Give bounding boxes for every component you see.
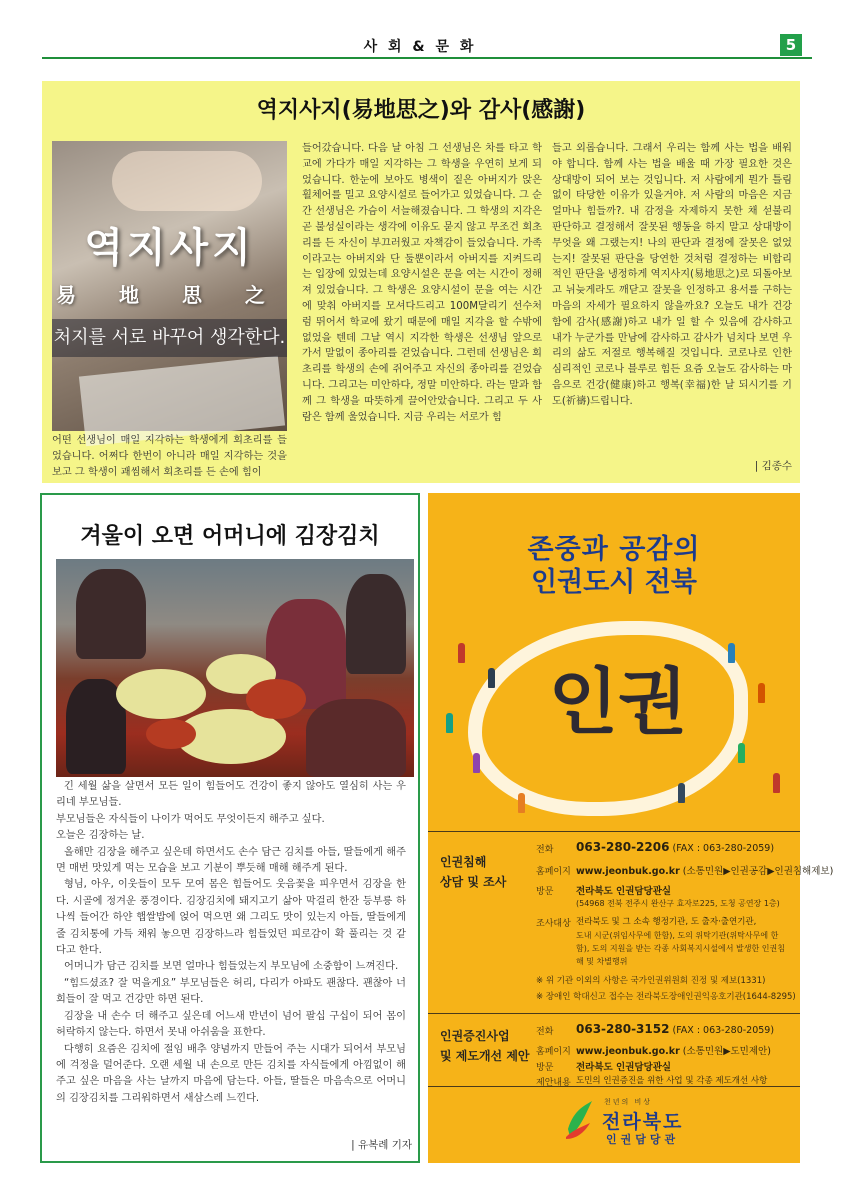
article-column-1: 어떤 선생님이 매일 지각하는 학생에게 회초리를 들었습니다. 어쩌다 한번이 아니라 매일 지각하는 것을 보고 그 학생이 괘씸해서 회초리를 든 손에 힘이 — [52, 435, 287, 478]
paragraph: 오늘은 김장하는 날. — [56, 830, 145, 842]
ad-key: 방문 — [536, 887, 554, 897]
image-caption-band: 처지를 서로 바꾸어 생각한다. — [52, 319, 287, 357]
ad-value — [576, 1059, 671, 1073]
cabbage-shape — [116, 669, 206, 719]
person-figure-icon — [678, 783, 685, 803]
ad-key: 홈페이지 — [536, 1047, 571, 1057]
ad-note: ※ 장애인 학대신고 접수는 전라북도장애인권익옹호기관(1644-8295) — [536, 992, 796, 1002]
seasoning-shape — [146, 719, 196, 749]
jeonbuk-emblem-icon — [564, 1099, 594, 1141]
ad-website: www.jeonbuk.go.kr — [576, 1046, 680, 1057]
page-number: 5 — [780, 34, 802, 56]
ad-key: 전화 — [536, 1027, 554, 1037]
paragraph: 다행히 요즘은 김치에 절임 배추 양념까지 만들어 주는 시대가 되어서 부모님에 걱정을 덜어준다. 오랜 세월 내 손으로 만든 김치를 자식들에게 아낌없이 해주고 싶은 마음을 사는 날까지 마음에 담는다. 아들, 딸들은 마음속으로 어머니의 김장김치를 그리워하면서 새삼스레 느낀다. — [56, 1043, 406, 1104]
article-title: 겨울이 오면 어머니에 김장김치 — [80, 524, 380, 549]
jeonbuk-logo — [548, 1091, 708, 1151]
person-figure-icon — [773, 773, 780, 793]
person-figure-icon — [458, 643, 465, 663]
logo-department: 인권담당관 — [606, 1133, 680, 1146]
person-figure-icon — [518, 793, 525, 813]
ad-address: (54968 전북 전주시 완산구 효자로225, 도청 공연장 1층) — [576, 899, 780, 908]
ad-phone: 063-280-3152 — [576, 1022, 670, 1036]
paragraph: 어머니가 담근 김치를 보면 얼마나 힘들었는지 부모님에 소중함이 느껴진다. — [64, 961, 399, 973]
ad-value — [576, 863, 833, 877]
paragraph: 긴 세월 삶을 살면서 모든 일이 힘들어도 건강이 좋지 않아도 열심히 사는 우리네 부모님들. — [56, 781, 406, 809]
kimchi-photo — [56, 559, 414, 777]
article-column-3: 들고 외롭습니다. 그래서 우리는 함께 사는 법을 배워야 합니다. 함께 사는 법을 배울 때 가장 필요한 것은 상대방이 되어 보는 것입니다. 저 사람에게 뭔가 틀림없이 타당한 이유가 있을거야. 저 사람의 마음은 지금 얼마나 힘들까?. 내 감정을 자제하지 못한 채 섣불리 판단하고 결정해서 잘못된 행동을 하지 말고 상대방이 무엇을 왜 그랬는지! 나의 판단과 결정에 잘못은 없었는지! 잘못된 판단을 당연한 것처럼 결정하는 비합리적인 판단을 냉정하게 역지사지(易地思之)로 되돌아보고 뉘늦게라도 깨닫고 잘못을 인정하고 용서를 구하는 마음의 자세가 필요하지 않을까요? 오늘도 내가 건강함에 감사(感謝)하고 내가 일 할 수 있음에 감사하고 내가 누군가를 만남에 감사하고 감사가 넘치다 보면 우리의 삶도 저절로 행복해질 것입니다. 코로나로 인한 심리적인 코로나 블루로 힘든 요즘 오늘도 감사하는 마음으로 건강(健康)하고 행복(幸福)한 날 되시기를 기도(祈禱)드립니다. — [552, 143, 792, 407]
ad-office: 전라북도 인권담당관실 — [576, 886, 672, 897]
ad-website: www.jeonbuk.go.kr — [576, 866, 680, 877]
ad-section-report — [428, 831, 834, 1009]
ad-extra: 도내 시군(위임사무에 한함), 도의 위탁기관(위탁사무에 한함), 도의 지원을 받는 각종 사회복지시설에서 발생한 인권침해 및 차별행위 — [576, 931, 785, 966]
ad-key: 방문 — [536, 1063, 554, 1073]
ad-key: 제안내용 — [536, 1078, 571, 1088]
ad-value — [576, 883, 671, 897]
person-figure-icon — [738, 743, 745, 763]
seasoning-shape — [246, 679, 306, 719]
ad-office: 전라북도 인권담당관실 — [576, 1062, 672, 1073]
person-shape — [306, 699, 406, 777]
ad-value — [576, 1022, 774, 1036]
ad-note: ※ 위 기관 이외의 사항은 국가인권위원회 진정 및 제보(1331) — [536, 976, 766, 986]
ad-value: 도민의 인권증진을 위한 사업 및 각종 제도개선 사항 — [576, 1076, 768, 1086]
ad-extra: (소통민원▶인권공감▶인권침해제보) — [682, 866, 834, 877]
paragraph: 부모님들은 자식들이 나이가 먹어도 무엇이든지 해주고 싶다. — [56, 813, 325, 825]
paragraph: 형님, 아우, 이웃들이 모두 모여 몸은 힘들어도 웃음꽃을 피우면서 김장을 한다. 시골에 정겨운 풍경이다. 김장김치에 돼지고기 삶아 막걸리 한잔 등부릉 하나씩 들어간 하얀 햅쌀밥에 얹어 먹으면 왜 그리도 맛이 있는지 아들, 딸들에게 줄 김치통에 가득 채워 놓으면 김장하느라 힘들었던 피로감이 확 풀리는 것 같다고 한다. — [56, 879, 406, 957]
person-shape — [346, 574, 406, 674]
article-column-2: 들어갔습니다. 다음 날 아침 그 선생님은 차를 타고 학교에 가다가 매일 지각하는 그 학생을 우연히 보게 되었습니다. 한눈에 보아도 병색이 짙은 아버지가 앉은 휠체어를 밀고 요양시설로 들어가고 있었습니다. 그 순간 선생님은 가슴이 서늘해졌습니다. 그 학생의 지각은 곧 불성실이라는 생각에 이유도 묻지 않고 무조건 회초리를 든 자신이 부끄러웠고 자책감이 들었습니다. 가족이라고는 아버지와 단 둘뿐이라서 아버지를 지켜드리는 입장에 있었는데 요양시설은 문을 여는 시간이 정해져 있었습니다. 그 학생은 요양시설이 문을 여는 시간에 맞춰 아버지를 모셔다드리고 100M달리기 선수처럼 뛰어서 학교에 왔기 때문에 매일 지각을 할 수밖에 없었을 텐데 그날 역시 지각한 학생은 선생님 앞으로 가서 말없이 종아리를 걷었습니다. 그런데 선생님은 회초리를 학생의 손에 쥐어주고 자신의 종아리를 걷었습니다. 그리고는 미안하다, 정말 미안하다. 라는 말과 함께 그 학생을 따뜻하게 끌어안았습니다. 그리고 두 사람은 함께 울었습니다. 지금 우리는 서로가 힘 — [302, 143, 542, 423]
human-rights-ad — [428, 493, 834, 1163]
image-hanja-text: 易 地 思 之 — [56, 283, 283, 307]
header-rule — [42, 57, 812, 59]
article-body — [56, 779, 406, 1107]
person-figure-icon — [728, 643, 735, 663]
article-byline: | 김종수 — [754, 460, 792, 472]
section-title: 사 회 & 문 화 — [363, 39, 477, 55]
article-image — [52, 141, 287, 431]
ad-category: 인권증진사업 및 제도개선 제안 — [440, 1029, 530, 1063]
ad-big-text: 인권 — [548, 660, 688, 744]
article-title: 역지사지(易地思之)와 감사(感謝) — [256, 98, 586, 123]
ad-extra: (소통민원▶도민제안) — [682, 1046, 771, 1057]
ad-extra: (FAX : 063-280-2059) — [672, 1025, 775, 1036]
paragraph: 올해만 김장을 해주고 싶은데 하면서도 손수 담근 김치를 아들, 딸들에게 해주면 매번 맛있게 먹는 모습을 보고 기분이 뿌듯해 매해 해주게 된다. — [56, 846, 406, 875]
person-shape — [76, 569, 146, 659]
paragraph: 김장을 내 손수 더 해주고 싶은데 어느새 반년이 넘어 팔십 구십이 되어 몸이 허락하지 않는다. 하면서 못내 아쉬움을 표한다. — [56, 1010, 406, 1039]
person-figure-icon — [473, 753, 480, 773]
logo-tagline: 천년의 비상 — [604, 1098, 653, 1106]
ad-key: 전화 — [536, 845, 554, 855]
ad-extra: (FAX : 063-280-2059) — [672, 843, 775, 854]
image-main-text: 역지사지 — [84, 225, 255, 271]
ad-key: 홈페이지 — [536, 867, 571, 877]
person-figure-icon — [488, 668, 495, 688]
person-figure-icon — [758, 683, 765, 703]
ad-category: 인권침해 상담 및 조사 — [440, 855, 507, 889]
ad-section-proposal — [428, 1013, 800, 1087]
article-kimchi — [40, 493, 420, 1163]
paragraph: “힘드셨죠? 잘 먹을게요” 부모님들은 허리, 다리가 아파도 괜찮다. 괜찮아 너희들이 잘 먹고 건강만 하면 된다. — [56, 977, 406, 1006]
ad-slogan-line2: 인권도시 전북 — [531, 567, 697, 598]
ad-value: 전라북도 및 그 소속 행정기관, 도 출자·출연기관, — [576, 917, 757, 927]
ad-phone: 063-280-2206 — [576, 840, 670, 854]
logo-name: 전라북도 — [602, 1111, 684, 1133]
article-yeokjisaji — [42, 81, 800, 483]
person-figure-icon — [446, 713, 453, 733]
ad-value — [576, 1043, 771, 1057]
ad-slogan-line1: 존중과 공감의 — [527, 534, 701, 565]
ad-value — [576, 840, 774, 854]
article-byline: | 유복례 기자 — [351, 1139, 412, 1151]
handshake-shape — [112, 151, 262, 211]
ad-key: 조사대상 — [536, 919, 571, 929]
